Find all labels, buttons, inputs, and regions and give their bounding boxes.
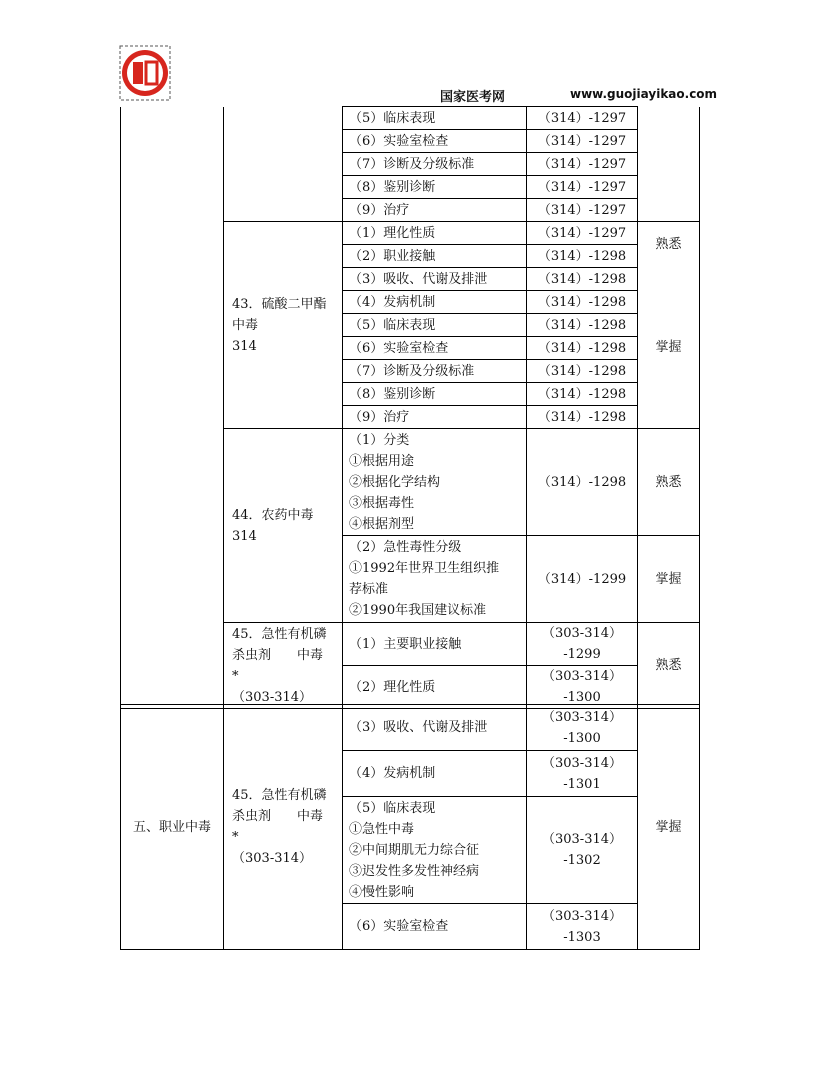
level-cell: 掌握: [638, 705, 700, 950]
ref-cell: （314）-1298: [527, 406, 638, 429]
ref-cell: （314）-1298: [527, 429, 638, 536]
site-logo: [119, 45, 171, 101]
topic-line: 杀虫剂 中毒: [232, 809, 324, 824]
site-name: 国家医考网: [440, 90, 506, 105]
table-row: [121, 107, 700, 130]
item-line: （1）分类: [349, 432, 410, 448]
syllabus-table-section5: [120, 704, 700, 950]
section-cell-empty: [121, 107, 224, 709]
ref-cell: [527, 705, 638, 751]
item-line: ①1992年世界卫生组织推: [349, 561, 500, 576]
topic-cell-43: [224, 222, 343, 429]
topic-line: 杀虫剂 中毒: [232, 647, 324, 663]
item-cell: （1）理化性质: [343, 222, 527, 245]
ref-cell: [527, 623, 638, 666]
topic-line: 45．急性有机磷: [232, 788, 327, 803]
topic-line: （303-314）: [232, 851, 313, 866]
ref-cell: （314）-1298: [527, 245, 638, 268]
ref-cell: （314）-1297: [527, 176, 638, 199]
item-cell: （9）治疗: [343, 406, 527, 429]
topic-line: （303-314）: [232, 689, 313, 705]
item-cell: （6）实验室检查: [343, 337, 527, 360]
ref-line: （303-314）: [541, 908, 623, 924]
ref-cell: （314）-1298: [527, 291, 638, 314]
topic-line: 44．农药中毒: [232, 507, 314, 523]
item-cell: （5）临床表现: [343, 107, 527, 130]
ref-cell: （314）-1298: [527, 360, 638, 383]
ref-line: -1303: [563, 929, 601, 945]
item-cell: （5）临床表现: [343, 314, 527, 337]
ref-cell: （314）-1298: [527, 268, 638, 291]
item-cell: （2）职业接触: [343, 245, 527, 268]
level-cell: 掌握: [638, 536, 700, 623]
topic-line: 45．急性有机磷: [232, 626, 327, 642]
ref-cell: （314）-1297: [527, 222, 638, 245]
ref-cell: （314）-1297: [527, 153, 638, 176]
section-title-cell: 五、职业中毒: [121, 705, 224, 950]
ref-line: -1301: [563, 776, 601, 792]
item-line: ②中间期肌无力综合征: [349, 842, 480, 858]
item-cell: （3）吸收、代谢及排泄: [343, 705, 527, 751]
ref-line: -1302: [563, 853, 601, 868]
item-cell: （8）鉴别诊断: [343, 176, 527, 199]
item-cell-multiline: [343, 429, 527, 536]
topic-line: 314: [232, 338, 257, 354]
item-line: （2）急性毒性分级: [349, 540, 462, 555]
ref-line: -1300: [563, 730, 601, 746]
level-cell: 掌握: [638, 268, 700, 429]
ref-cell: （314）-1298: [527, 337, 638, 360]
item-cell: （8）鉴别诊断: [343, 383, 527, 406]
topic-line: 314: [232, 528, 257, 544]
level-cell: 熟悉: [638, 623, 700, 709]
ref-cell: （314）-1299: [527, 536, 638, 623]
topic-cell-44: [224, 429, 343, 623]
table-row: [121, 705, 700, 751]
ref-cell: （314）-1297: [527, 199, 638, 222]
item-line: ④根据剂型: [349, 516, 415, 532]
ref-cell: [527, 904, 638, 950]
level-cell-empty: [638, 107, 700, 222]
level-cell: 熟悉: [638, 222, 700, 268]
ref-line: （303-314）: [541, 669, 623, 684]
item-cell: （2）理化性质: [343, 666, 527, 709]
item-line: （5）临床表现: [349, 800, 436, 816]
item-cell: （4）发病机制: [343, 751, 527, 797]
topic-cell-empty: [224, 107, 343, 222]
ref-cell: （314）-1298: [527, 383, 638, 406]
ref-line: （303-314）: [541, 709, 623, 725]
syllabus-table: [120, 106, 700, 709]
item-line: ②根据化学结构: [349, 474, 441, 490]
ref-cell: （314）-1297: [527, 107, 638, 130]
item-line: ④慢性影响: [349, 884, 415, 900]
ref-line: -1299: [563, 647, 601, 662]
ref-line: （303-314）: [541, 755, 623, 771]
ref-line: （303-314）: [541, 626, 623, 641]
item-cell: （7）诊断及分级标准: [343, 153, 527, 176]
item-cell: （3）吸收、代谢及排泄: [343, 268, 527, 291]
item-line: ②1990年我国建议标准: [349, 603, 487, 618]
ref-line: （303-314）: [541, 832, 623, 847]
item-line: ③根据毒性: [349, 495, 415, 511]
topic-line: *: [232, 830, 239, 845]
item-line: ③迟发性多发性神经病: [349, 863, 480, 879]
site-url[interactable]: www.guojiayikao.com: [570, 87, 718, 101]
topic-cell-45a: [224, 623, 343, 709]
item-line: ①急性中毒: [349, 821, 415, 837]
ref-cell: [527, 666, 638, 709]
ref-cell: [527, 751, 638, 797]
item-cell: （6）实验室检查: [343, 130, 527, 153]
item-cell: （7）诊断及分级标准: [343, 360, 527, 383]
item-line: ①根据用途: [349, 453, 415, 469]
level-cell: 熟悉: [638, 429, 700, 536]
item-line: 荐标准: [349, 582, 389, 597]
ref-cell: [527, 797, 638, 904]
item-cell-multiline: [343, 536, 527, 623]
item-cell: （1）主要职业接触: [343, 623, 527, 666]
ref-cell: （314）-1297: [527, 130, 638, 153]
item-cell: （9）治疗: [343, 199, 527, 222]
topic-cell-45b: [224, 705, 343, 950]
item-cell: （6）实验室检查: [343, 904, 527, 950]
topic-line: 43．硫酸二甲酯: [232, 296, 327, 312]
item-cell-multiline: [343, 797, 527, 904]
ref-line: -1300: [563, 690, 601, 705]
item-cell: （4）发病机制: [343, 291, 527, 314]
topic-line: 中毒: [232, 317, 259, 333]
topic-line: *: [232, 668, 239, 684]
ref-cell: （314）-1298: [527, 314, 638, 337]
